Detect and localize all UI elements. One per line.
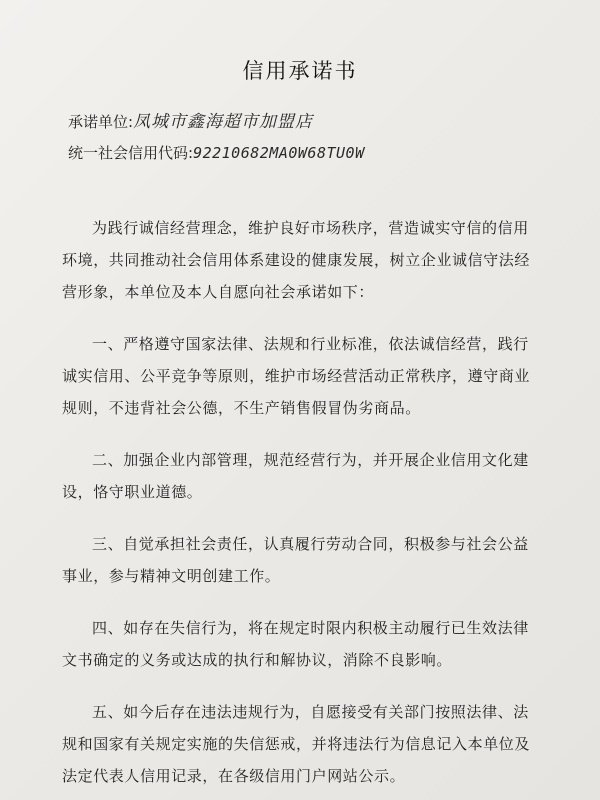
- credit-code-handwritten-value: 92210682MA0W68TU0W: [193, 144, 365, 162]
- paragraph-item-1: 一、严格遵守国家法律、法规和行业标准，依法诚信经营，践行诚实信用、公平竞争等原则，维护市场经营活动正常秩序，遵守商业规则，不违背社会公德，不生产销售假冒伪劣商品。: [62, 335, 531, 417]
- committing-unit-handwritten-value: 凤城市鑫海超市加盟店: [133, 112, 314, 132]
- paragraph-item-4: 四、如存在失信行为，将在规定时限内积极主动履行已生效法律文书确定的义务或达成的执行和解协议，消除不良影响。: [62, 619, 529, 669]
- credit-code-row: [68, 142, 365, 163]
- document-body: [62, 212, 542, 798]
- committing-unit-row: [68, 107, 313, 132]
- credit-code-label: 统一社会信用代码:: [68, 144, 194, 162]
- paragraph-intro: 为践行诚信经营理念，维护良好市场秩序，营造诚实守信的信用环境，共同推动社会信用体系建设的健康发展，树立企业诚信守法经营形象，本单位及本人自愿向社会承诺如下：: [62, 219, 531, 301]
- committing-unit-label: 承诺单位:: [68, 113, 134, 131]
- paragraph-item-5: 五、如今后存在违法违规行为，自愿接受有关部门按照法律、法规和国家有关规定实施的失信惩戒，并将违法行为信息记入本单位及法定代表人信用记录，在各级信用门户网站公示。: [62, 703, 531, 785]
- paragraph-item-3: 三、自觉承担社会责任，认真履行劳动合同，积极参与社会公益事业，参与精神文明创建工作。: [62, 535, 529, 585]
- paragraph-item-2: 二、加强企业内部管理，规范经营行为，并开展企业信用文化建设，恪守职业道德。: [62, 451, 529, 501]
- document-title: 信用承诺书: [242, 59, 358, 83]
